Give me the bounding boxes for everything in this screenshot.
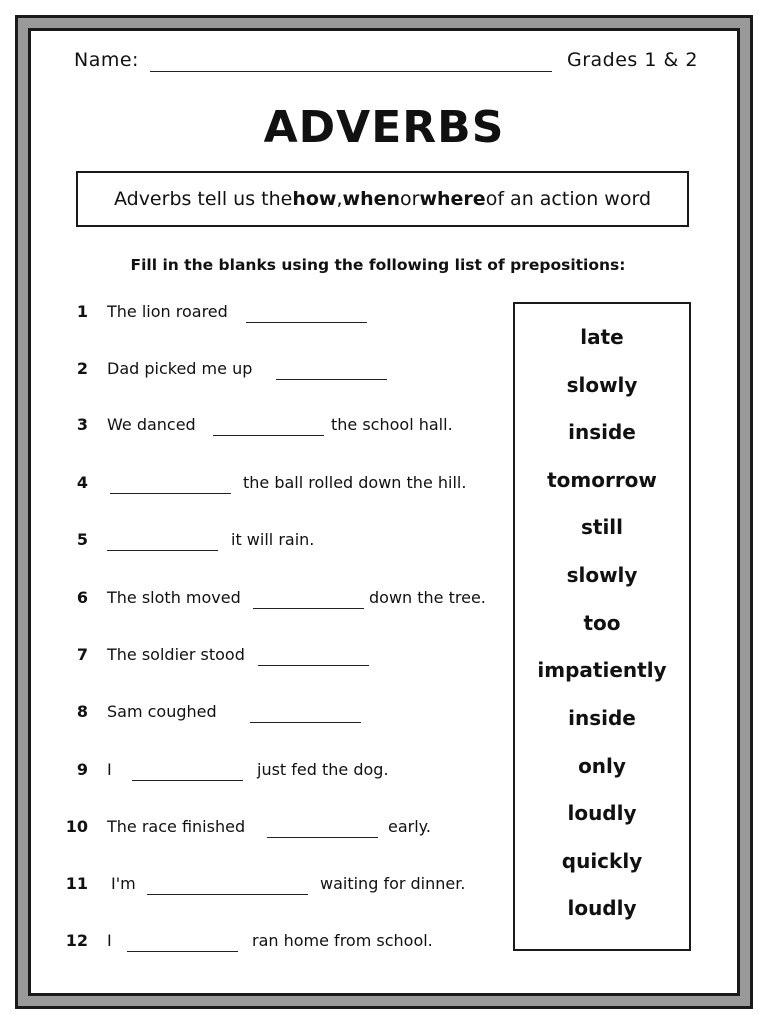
- question-number: 5: [76, 530, 88, 549]
- definition-text-1: Adverbs tell us the: [113, 188, 293, 210]
- question-number: 10: [65, 817, 88, 836]
- grades-label: Grades 1 & 2: [567, 49, 698, 71]
- word-bank-item: only: [578, 754, 626, 778]
- word-bank-item: too: [583, 611, 621, 635]
- name-label: Name:: [74, 49, 139, 71]
- question-number: 11: [65, 874, 88, 893]
- definition-box: [76, 171, 689, 227]
- answer-blank[interactable]: [253, 608, 364, 609]
- question-number: 4: [76, 473, 88, 492]
- word-bank-item: impatiently: [537, 658, 667, 682]
- word-bank-item: late: [580, 325, 624, 349]
- word-bank-item: loudly: [567, 801, 637, 825]
- question-text-before: I: [107, 931, 112, 950]
- question-text-after: waiting for dinner.: [320, 874, 466, 893]
- question-text-before: The sloth moved: [107, 588, 241, 607]
- answer-blank[interactable]: [267, 837, 378, 838]
- question-text-before: I'm: [111, 874, 136, 893]
- definition-when: when: [342, 188, 401, 210]
- question-number: 12: [65, 931, 88, 950]
- question-text-after: down the tree.: [369, 588, 486, 607]
- definition-where: where: [419, 188, 486, 210]
- answer-blank[interactable]: [250, 722, 361, 723]
- question-text-before: The race finished: [107, 817, 246, 836]
- question-text-before: Sam coughed: [107, 702, 217, 721]
- answer-blank[interactable]: [246, 322, 367, 323]
- word-bank-item: inside: [568, 420, 636, 444]
- question-text-before: I: [107, 760, 112, 779]
- name-blank[interactable]: [150, 71, 552, 72]
- question-text-after: ran home from school.: [252, 931, 433, 950]
- question-number: 3: [76, 415, 88, 434]
- word-bank-item: still: [580, 515, 624, 539]
- question-number: 9: [76, 760, 88, 779]
- instructions: Fill in the blanks using the following list of prepositions:: [130, 256, 626, 274]
- word-bank-item: tomorrow: [547, 468, 657, 492]
- page-title: ADVERBS: [263, 102, 505, 153]
- definition-or: or: [400, 188, 420, 210]
- word-bank-item: slowly: [566, 563, 638, 587]
- question-number: 7: [76, 645, 88, 664]
- question-number: 8: [76, 702, 88, 721]
- question-number: 2: [76, 359, 88, 378]
- definition-how: how: [292, 188, 337, 210]
- question-text-after: early.: [388, 817, 431, 836]
- word-bank-item: quickly: [561, 849, 643, 873]
- question-number: 6: [76, 588, 88, 607]
- question-text-before: Dad picked me up: [107, 359, 253, 378]
- question-text-after: the school hall.: [331, 415, 453, 434]
- word-bank-item: inside: [568, 706, 636, 730]
- definition-comma: ,: [336, 188, 343, 210]
- question-text-after: just fed the dog.: [257, 760, 389, 779]
- answer-blank[interactable]: [276, 379, 387, 380]
- answer-blank[interactable]: [147, 894, 308, 895]
- question-number: 1: [76, 302, 88, 321]
- answer-blank[interactable]: [213, 435, 324, 436]
- answer-blank[interactable]: [132, 780, 243, 781]
- question-text-before: The lion roared: [107, 302, 228, 321]
- definition-text-2: of an action word: [485, 188, 652, 210]
- answer-blank[interactable]: [107, 550, 218, 551]
- word-bank-item: loudly: [567, 896, 637, 920]
- question-text-before: We danced: [107, 415, 196, 434]
- question-text-before: The soldier stood: [107, 645, 245, 664]
- question-text-after: it will rain.: [231, 530, 315, 549]
- word-bank-item: slowly: [566, 373, 638, 397]
- answer-blank[interactable]: [110, 493, 231, 494]
- answer-blank[interactable]: [258, 665, 369, 666]
- answer-blank[interactable]: [127, 951, 238, 952]
- question-text-after: the ball rolled down the hill.: [243, 473, 467, 492]
